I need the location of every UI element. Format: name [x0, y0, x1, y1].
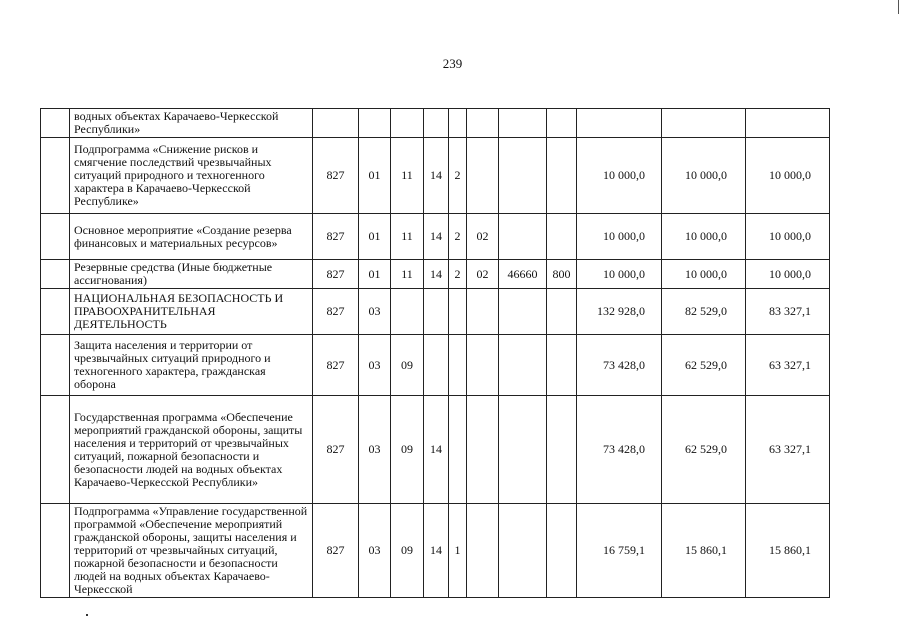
- amount-year3-cell: 15 860,1: [746, 504, 830, 598]
- event-code-cell: 02: [467, 260, 499, 289]
- amount-year1-cell: 10 000,0: [577, 138, 662, 214]
- table-row: [41, 504, 830, 598]
- subsection-code-cell: 09: [391, 396, 424, 504]
- amount-year3-cell: 83 327,1: [746, 289, 830, 335]
- table-row: [41, 260, 830, 289]
- table-body: [41, 109, 830, 598]
- table-row: [41, 335, 830, 396]
- item-name-cell: Подпрограмма «Управление государственной программой «Обеспечение мероприятий гражданской обороны, защиты населения и территорий от чрезвычайных ситуаций, пожарной безопасности и безопасности людей на водных объектах Карачаево-Черкесской: [70, 504, 313, 598]
- ministry-code-cell: 827: [313, 335, 359, 396]
- scan-speck: [86, 614, 88, 616]
- section-code-cell: 03: [359, 335, 391, 396]
- direction-code-cell: [499, 289, 547, 335]
- row-index-cell: [41, 214, 70, 260]
- program-code-cell: [424, 289, 449, 335]
- amount-year2-cell: 10 000,0: [662, 260, 746, 289]
- subsection-code-cell: [391, 109, 424, 138]
- amount-year2-cell: 15 860,1: [662, 504, 746, 598]
- amount-year1-cell: 10 000,0: [577, 260, 662, 289]
- subsection-code-cell: [391, 289, 424, 335]
- row-index-cell: [41, 109, 70, 138]
- amount-year1-cell: [577, 109, 662, 138]
- event-code-cell: [467, 504, 499, 598]
- direction-code-cell: [499, 335, 547, 396]
- direction-code-cell: [499, 396, 547, 504]
- subprogram-code-cell: 2: [449, 138, 467, 214]
- ministry-code-cell: 827: [313, 504, 359, 598]
- subprogram-code-cell: [449, 109, 467, 138]
- row-index-cell: [41, 138, 70, 214]
- event-code-cell: [467, 396, 499, 504]
- edge-mark: [898, 0, 899, 14]
- direction-code-cell: [499, 109, 547, 138]
- section-code-cell: 03: [359, 289, 391, 335]
- section-code-cell: 01: [359, 138, 391, 214]
- table-row: [41, 214, 830, 260]
- item-name-cell: НАЦИОНАЛЬНАЯ БЕЗОПАСНОСТЬ И ПРАВООХРАНИТЕЛЬНАЯ ДЕЯТЕЛЬНОСТЬ: [70, 289, 313, 335]
- event-code-cell: [467, 289, 499, 335]
- amount-year2-cell: 62 529,0: [662, 396, 746, 504]
- amount-year1-cell: 16 759,1: [577, 504, 662, 598]
- amount-year2-cell: [662, 109, 746, 138]
- subprogram-code-cell: [449, 289, 467, 335]
- ministry-code-cell: 827: [313, 260, 359, 289]
- event-code-cell: [467, 109, 499, 138]
- expense-type-cell: [547, 335, 577, 396]
- program-code-cell: 14: [424, 396, 449, 504]
- program-code-cell: 14: [424, 260, 449, 289]
- ministry-code-cell: 827: [313, 396, 359, 504]
- amount-year2-cell: 82 529,0: [662, 289, 746, 335]
- expense-type-cell: [547, 504, 577, 598]
- table-row: [41, 396, 830, 504]
- ministry-code-cell: [313, 109, 359, 138]
- amount-year2-cell: 62 529,0: [662, 335, 746, 396]
- table-row: [41, 289, 830, 335]
- subprogram-code-cell: [449, 396, 467, 504]
- direction-code-cell: 46660: [499, 260, 547, 289]
- amount-year3-cell: [746, 109, 830, 138]
- row-index-cell: [41, 289, 70, 335]
- amount-year2-cell: 10 000,0: [662, 138, 746, 214]
- expense-type-cell: [547, 396, 577, 504]
- direction-code-cell: [499, 504, 547, 598]
- section-code-cell: [359, 109, 391, 138]
- section-code-cell: 01: [359, 214, 391, 260]
- item-name-cell: Основное мероприятие «Создание резерва финансовых и материальных ресурсов»: [70, 214, 313, 260]
- section-code-cell: 03: [359, 396, 391, 504]
- program-code-cell: [424, 335, 449, 396]
- expense-type-cell: [547, 109, 577, 138]
- row-index-cell: [41, 260, 70, 289]
- amount-year1-cell: 73 428,0: [577, 335, 662, 396]
- page-number: 239: [442, 56, 463, 71]
- expense-type-cell: 800: [547, 260, 577, 289]
- program-code-cell: 14: [424, 214, 449, 260]
- subprogram-code-cell: 2: [449, 260, 467, 289]
- table-row: [41, 109, 830, 138]
- item-name-cell: водных объектах Карачаево-Черкесской Республики»: [70, 109, 313, 138]
- item-name-cell: Защита населения и территории от чрезвычайных ситуаций природного и техногенного характера, гражданская оборона: [70, 335, 313, 396]
- budget-table: [40, 108, 830, 598]
- section-code-cell: 01: [359, 260, 391, 289]
- amount-year1-cell: 132 928,0: [577, 289, 662, 335]
- program-code-cell: 14: [424, 138, 449, 214]
- row-index-cell: [41, 335, 70, 396]
- subprogram-code-cell: [449, 335, 467, 396]
- direction-code-cell: [499, 138, 547, 214]
- amount-year2-cell: 10 000,0: [662, 214, 746, 260]
- ministry-code-cell: 827: [313, 289, 359, 335]
- section-code-cell: 03: [359, 504, 391, 598]
- event-code-cell: [467, 335, 499, 396]
- amount-year1-cell: 10 000,0: [577, 214, 662, 260]
- amount-year3-cell: 10 000,0: [746, 260, 830, 289]
- amount-year3-cell: 10 000,0: [746, 214, 830, 260]
- subsection-code-cell: 09: [391, 504, 424, 598]
- expense-type-cell: [547, 289, 577, 335]
- ministry-code-cell: 827: [313, 138, 359, 214]
- item-name-cell: Подпрограмма «Снижение рисков и смягчение последствий чрезвычайных ситуаций природного и техногенного характера в Карачаево-Черкесской Республике»: [70, 138, 313, 214]
- amount-year3-cell: 63 327,1: [746, 396, 830, 504]
- expense-type-cell: [547, 138, 577, 214]
- subsection-code-cell: 11: [391, 138, 424, 214]
- amount-year3-cell: 63 327,1: [746, 335, 830, 396]
- ministry-code-cell: 827: [313, 214, 359, 260]
- program-code-cell: [424, 109, 449, 138]
- program-code-cell: 14: [424, 504, 449, 598]
- subsection-code-cell: 11: [391, 214, 424, 260]
- subprogram-code-cell: 1: [449, 504, 467, 598]
- expense-type-cell: [547, 214, 577, 260]
- row-index-cell: [41, 504, 70, 598]
- subprogram-code-cell: 2: [449, 214, 467, 260]
- amount-year1-cell: 73 428,0: [577, 396, 662, 504]
- event-code-cell: 02: [467, 214, 499, 260]
- direction-code-cell: [499, 214, 547, 260]
- subsection-code-cell: 11: [391, 260, 424, 289]
- item-name-cell: Резервные средства (Иные бюджетные ассигнования): [70, 260, 313, 289]
- event-code-cell: [467, 138, 499, 214]
- amount-year3-cell: 10 000,0: [746, 138, 830, 214]
- item-name-cell: Государственная программа «Обеспечение мероприятий гражданской обороны, защиты населения и территорий от чрезвычайных ситуаций, пожарной безопасности и безопасности людей на водных объектах Карачаево-Черкесской Республики»: [70, 396, 313, 504]
- subsection-code-cell: 09: [391, 335, 424, 396]
- row-index-cell: [41, 396, 70, 504]
- table-row: [41, 138, 830, 214]
